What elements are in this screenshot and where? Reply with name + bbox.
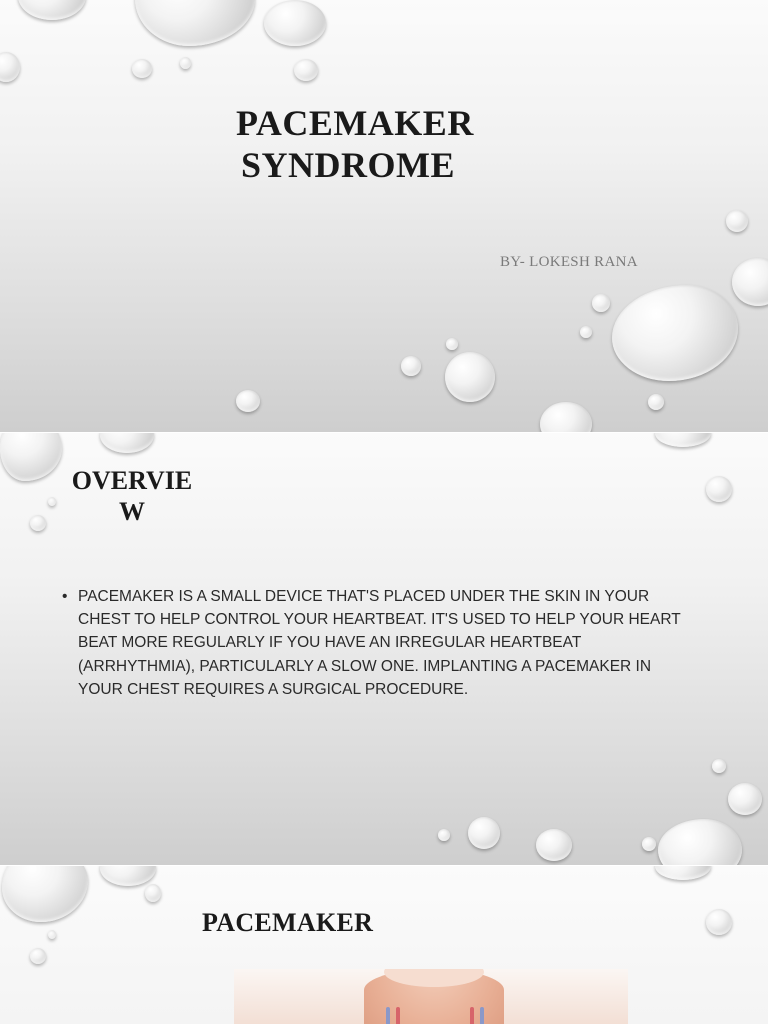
water-drop-decoration <box>0 52 20 82</box>
water-drop-decoration <box>468 817 500 849</box>
water-drop-decoration <box>706 909 732 935</box>
water-drop-decoration <box>612 285 738 381</box>
title-line-1: PACEMAKER <box>236 103 474 143</box>
water-drop-decoration <box>48 930 56 939</box>
water-drop-decoration <box>706 476 732 502</box>
water-drop-decoration <box>18 0 86 20</box>
water-drop-decoration <box>145 884 161 902</box>
water-drop-decoration <box>648 394 664 410</box>
water-drop-decoration <box>642 837 656 851</box>
water-drop-decoration <box>438 829 450 841</box>
pacemaker-heading: PACEMAKER <box>202 908 374 937</box>
water-drop-decoration <box>180 57 191 69</box>
water-drop-decoration <box>540 402 592 432</box>
water-drop-decoration <box>294 59 318 81</box>
vein-illustration <box>480 1007 484 1024</box>
presentation-title <box>236 102 474 186</box>
overview-bullet-point <box>62 585 682 701</box>
water-drop-decoration <box>732 258 768 306</box>
water-drop-decoration <box>726 210 748 232</box>
water-drop-decoration <box>592 294 610 312</box>
water-drop-decoration <box>655 866 711 880</box>
overview-heading-line-2: W <box>119 497 145 526</box>
water-drop-decoration <box>728 783 762 815</box>
overview-bullet-text: PACEMAKER IS A SMALL DEVICE THAT'S PLACED UNDER THE SKIN IN YOUR CHEST TO HELP CONTROL YOUR HEARTBEAT. IT'S USED TO HELP YOUR HEART BEAT MORE REGULARLY IF YOU HAVE AN IRREGULAR HEARTBEAT (ARRHYTHMIA), PARTICULARLY A SLOW ONE. IMPLANTING A PACEMAKER IN YOUR CHEST REQUIRES A SURGICAL PROCEDURE. <box>78 588 681 698</box>
water-drop-decoration <box>30 948 46 964</box>
water-drop-decoration <box>48 497 56 506</box>
water-drop-decoration <box>135 0 255 46</box>
water-drop-decoration <box>446 338 458 350</box>
overview-heading-line-1: OVERVIE <box>71 466 193 495</box>
author-byline: BY- LOKESH RANA <box>500 254 638 270</box>
water-drop-decoration <box>264 0 326 46</box>
water-drop-decoration <box>712 759 726 773</box>
water-drop-decoration <box>132 59 152 78</box>
water-drop-decoration <box>401 356 421 376</box>
water-drop-decoration <box>100 866 156 886</box>
artery-illustration <box>470 1007 474 1024</box>
slide-title[interactable] <box>0 0 768 432</box>
water-drop-decoration <box>236 390 260 412</box>
pacemaker-anatomy-image <box>234 969 628 1024</box>
water-drop-decoration <box>100 433 154 453</box>
water-drop-decoration <box>0 433 62 481</box>
water-drop-decoration <box>2 866 88 922</box>
title-line-2: SYNDROME <box>241 145 456 185</box>
slide-overview[interactable] <box>0 433 768 865</box>
bullet-marker: • <box>62 588 68 605</box>
water-drop-decoration <box>445 352 495 402</box>
water-drop-decoration <box>30 515 46 531</box>
water-drop-decoration <box>536 829 572 861</box>
slide-pacemaker[interactable] <box>0 866 768 1024</box>
water-drop-decoration <box>655 433 711 447</box>
water-drop-decoration <box>658 819 742 865</box>
overview-heading <box>68 465 196 527</box>
water-drop-decoration <box>580 326 592 338</box>
vein-illustration <box>386 1007 390 1024</box>
artery-illustration <box>396 1007 400 1024</box>
